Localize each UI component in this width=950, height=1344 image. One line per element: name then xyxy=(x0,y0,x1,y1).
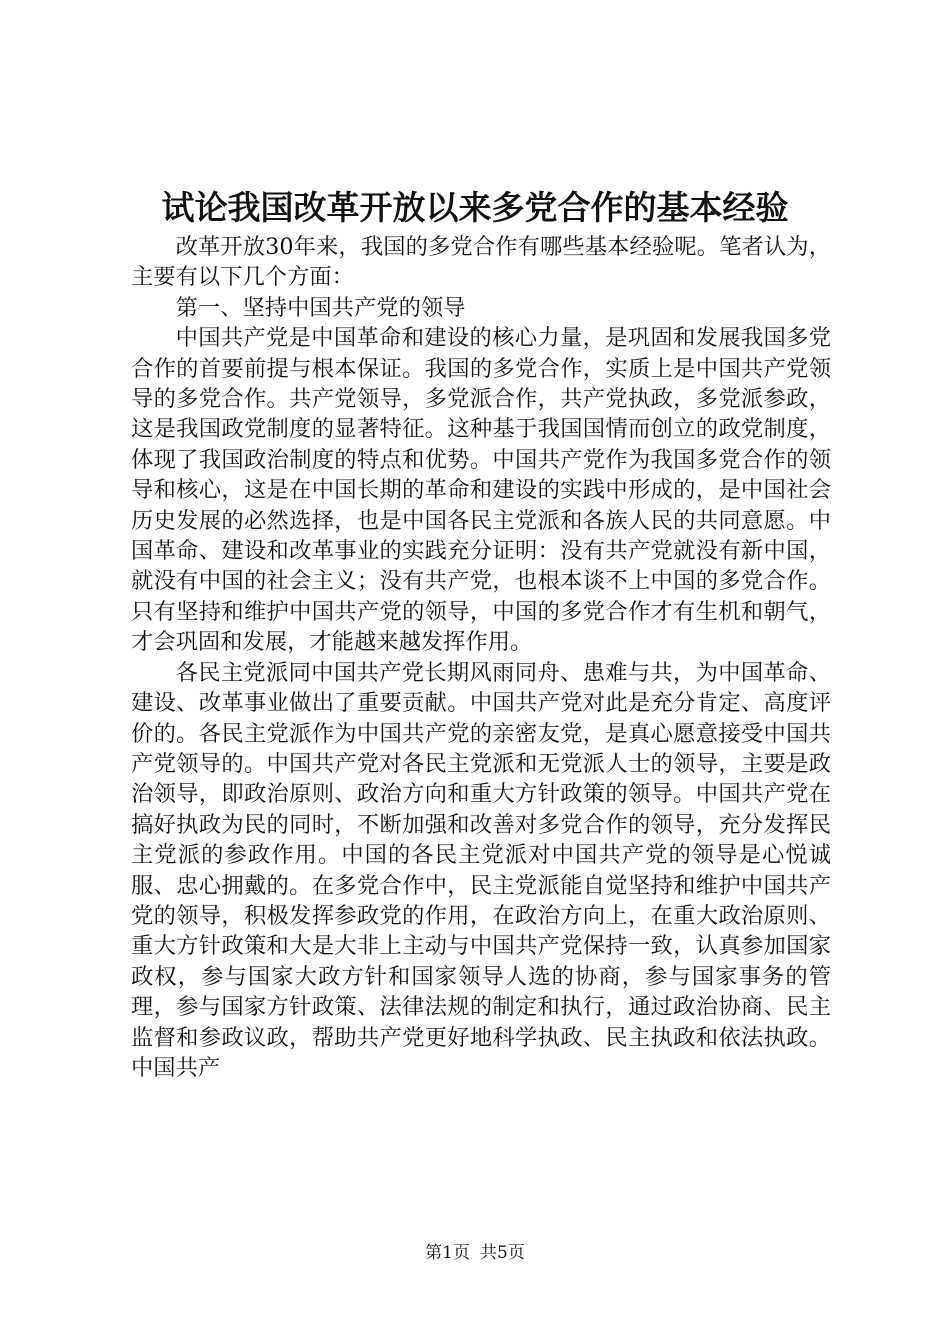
page-number: 第1页 xyxy=(425,1243,470,1263)
body-paragraph: 各民主党派同中国共产党长期风雨同舟、患难与共，为中国革命、建设、改革事业做出了重要贡献。中国共产党对此是充分肯定、高度评价的。各民主党派作为中国共产党的亲密友党，是真心愿意接受中国共产党领导的。中国共产党对各民主党派和无党派人士的领导，主要是政治领导，即政治原则、政治方向和重大方针政策的领导。中国共产党在搞好执政为民的同时，不断加强和改善对多党合作的领导，充分发挥民主党派的参政作用。中国的各民主党派对中国共产党的领导是心悦诚服、忠心拥戴的。在多党合作中，民主党派能自觉坚持和维护中国共产党的领导，积极发挥参政党的作用，在政治方向上，在重大政治原则、重大方针政策和大是大非上主动与中国共产党保持一致，认真参加国家政权，参与国家大政方针和国家领导人选的协商，参与国家事务的管理，参与国家方针政策、法律法规的制定和执行，通过政治协商、民主监督和参政议政，帮助共产党更好地科学执政、民主执政和依法执政。中国共产 xyxy=(131,659,831,1081)
body-paragraph: 中国共产党是中国革命和建设的核心力量，是巩固和发展我国多党合作的首要前提与根本保证。我国的多党合作，实质上是中国共产党领导的多党合作。共产党领导，多党派合作，共产党执政，多党派参政，这是我国政党制度的显著特征。这种基于我国国情而创立的政党制度，体现了我国政治制度的特点和优势。中国共产党作为我国多党合作的领导和核心，这是在中国长期的革命和建设的实践中形成的，是中国社会历史发展的必然选择，也是中国各民主党派和各族人民的共同意愿。中国革命、建设和改革事业的实践充分证明：没有共产党就没有新中国，就没有中国的社会主义；没有共产党，也根本谈不上中国的多党合作。只有坚持和维护中国共产党的领导，中国的多党合作才有生机和朝气，才会巩固和发展，才能越来越发挥作用。 xyxy=(131,325,831,656)
page-total: 共5页 xyxy=(480,1243,525,1263)
section-heading: 第一、坚持中国共产党的领导 xyxy=(175,294,466,321)
document-body xyxy=(131,232,831,1083)
document-title: 试论我国改革开放以来多党合作的基本经验 xyxy=(161,188,789,227)
page-footer xyxy=(0,1241,950,1265)
intro-paragraph: 改革开放30年来，我国的多党合作有哪些基本经验呢。笔者认为，主要有以下几个方面： xyxy=(131,234,831,291)
